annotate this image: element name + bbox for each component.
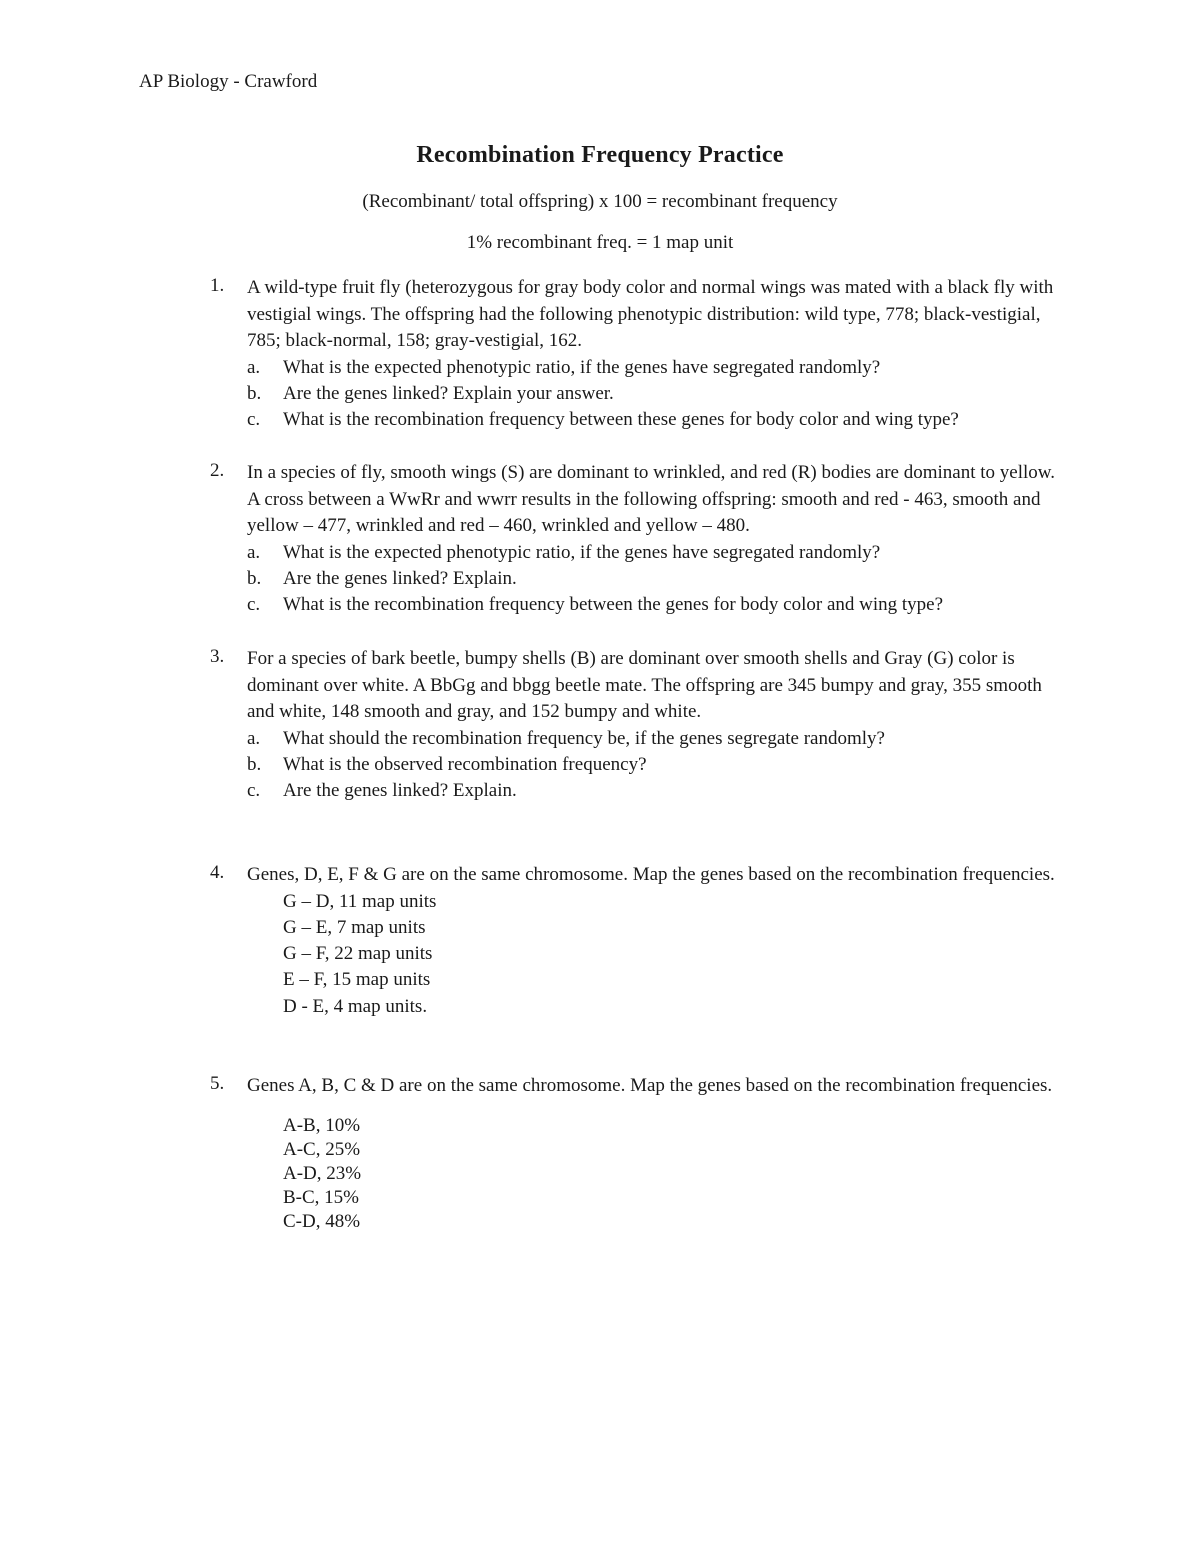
sub-question-letter: a.	[247, 727, 261, 749]
sub-question-list	[247, 355, 1060, 433]
map-distance-item: G – F, 22 map units	[283, 943, 433, 965]
sub-question	[247, 752, 1060, 778]
recombination-frequency-item: A-B, 10%	[283, 1114, 361, 1136]
question-number: 3.	[210, 646, 225, 667]
map-distance-item: E – F, 15 map units	[283, 969, 431, 991]
sub-question-letter: a.	[247, 356, 261, 378]
sub-question	[247, 592, 1060, 618]
sub-question	[247, 355, 1060, 381]
question-stem: For a species of bark beetle, bumpy shells (B) are dominant over smooth shells and Gray (G) color is dominant over white. A BbGg and bbgg beetle mate. The offspring are 345 bumpy and gray, 355 smooth and white, 148 smooth and gray, and 152 bumpy and white.	[247, 648, 1042, 722]
question-1	[210, 275, 1060, 433]
question-stem: In a species of fly, smooth wings (S) are dominant to wrinkled, and red (R) bodies are dominant to yellow. A cross between a WwRr and wwrr results in the following offspring: smooth and red - 463, smooth and yellow – 477, wrinkled and red – 460, wrinkled and yellow – 480.	[247, 462, 1056, 536]
recombination-frequency-item: A-D, 23%	[283, 1162, 362, 1184]
sub-question	[247, 407, 1060, 433]
recombination-frequency-item: B-C, 15%	[283, 1187, 359, 1209]
sub-question-text: What is the recombination frequency between the genes for body color and wing type?	[283, 593, 944, 615]
sub-question-letter: b.	[247, 753, 262, 775]
sub-question-text: Are the genes linked? Explain your answer.	[283, 382, 614, 404]
question-number: 2.	[210, 460, 225, 481]
sub-question	[247, 726, 1060, 752]
sub-question	[247, 381, 1060, 407]
sub-question-list	[247, 726, 1060, 804]
question-5	[210, 1073, 1060, 1254]
question-number: 4.	[210, 862, 225, 883]
recombination-frequency-item: A-C, 25%	[283, 1138, 361, 1160]
sub-question-text: Are the genes linked? Explain.	[283, 567, 517, 589]
question-number: 5.	[210, 1073, 225, 1094]
sub-question-letter: b.	[247, 567, 262, 589]
sub-question-letter: c.	[247, 408, 261, 430]
formula-recombinant-frequency: (Recombinant/ total offspring) x 100 = recombinant frequency	[362, 191, 838, 212]
sub-question-list	[247, 540, 1060, 618]
sub-question-letter: c.	[247, 593, 261, 615]
page-title: Recombination Frequency Practice	[416, 142, 784, 168]
sub-question-letter: c.	[247, 779, 261, 801]
formula-map-unit: 1% recombinant freq. = 1 map unit	[466, 232, 734, 253]
question-4	[210, 862, 1060, 1039]
sub-question-letter: a.	[247, 541, 261, 563]
question-stem: Genes, D, E, F & G are on the same chromosome. Map the genes based on the recombination frequencies.	[247, 864, 1055, 885]
question-number: 1.	[210, 275, 225, 296]
sub-question-text: What is the expected phenotypic ratio, if the genes have segregated randomly?	[283, 541, 881, 563]
question-3	[210, 646, 1060, 804]
map-distance-item: G – D, 11 map units	[283, 890, 437, 912]
sub-question	[247, 540, 1060, 566]
sub-question-text: What should the recombination frequency be, if the genes segregate randomly?	[283, 727, 885, 749]
course-header: AP Biology - Crawford	[139, 71, 318, 92]
recombination-frequency-item: C-D, 48%	[283, 1211, 361, 1233]
recombination-frequency-list	[283, 1114, 1060, 1235]
sub-question-text: What is the observed recombination frequency?	[283, 753, 647, 775]
sub-question	[247, 778, 1060, 804]
question-stem: A wild-type fruit fly (heterozygous for gray body color and normal wings was mated with a black fly with vestigial wings. The offspring had the following phenotypic distribution: wild type, 778; black-vestigial, 785; black-normal, 158; gray-vestigial, 162.	[247, 277, 1054, 351]
map-distance-item: D - E, 4 map units.	[283, 995, 428, 1017]
question-2	[210, 460, 1060, 618]
question-stem: Genes A, B, C & D are on the same chromosome. Map the genes based on the recombination frequencies.	[247, 1075, 1053, 1096]
sub-question-text: What is the expected phenotypic ratio, if the genes have segregated randomly?	[283, 356, 881, 378]
sub-question-text: Are the genes linked? Explain.	[283, 779, 517, 801]
sub-question-text: What is the recombination frequency between these genes for body color and wing type?	[283, 408, 959, 430]
sub-question	[247, 566, 1060, 592]
map-distance-list	[283, 889, 1060, 1020]
map-distance-item: G – E, 7 map units	[283, 916, 426, 938]
sub-question-letter: b.	[247, 382, 262, 404]
